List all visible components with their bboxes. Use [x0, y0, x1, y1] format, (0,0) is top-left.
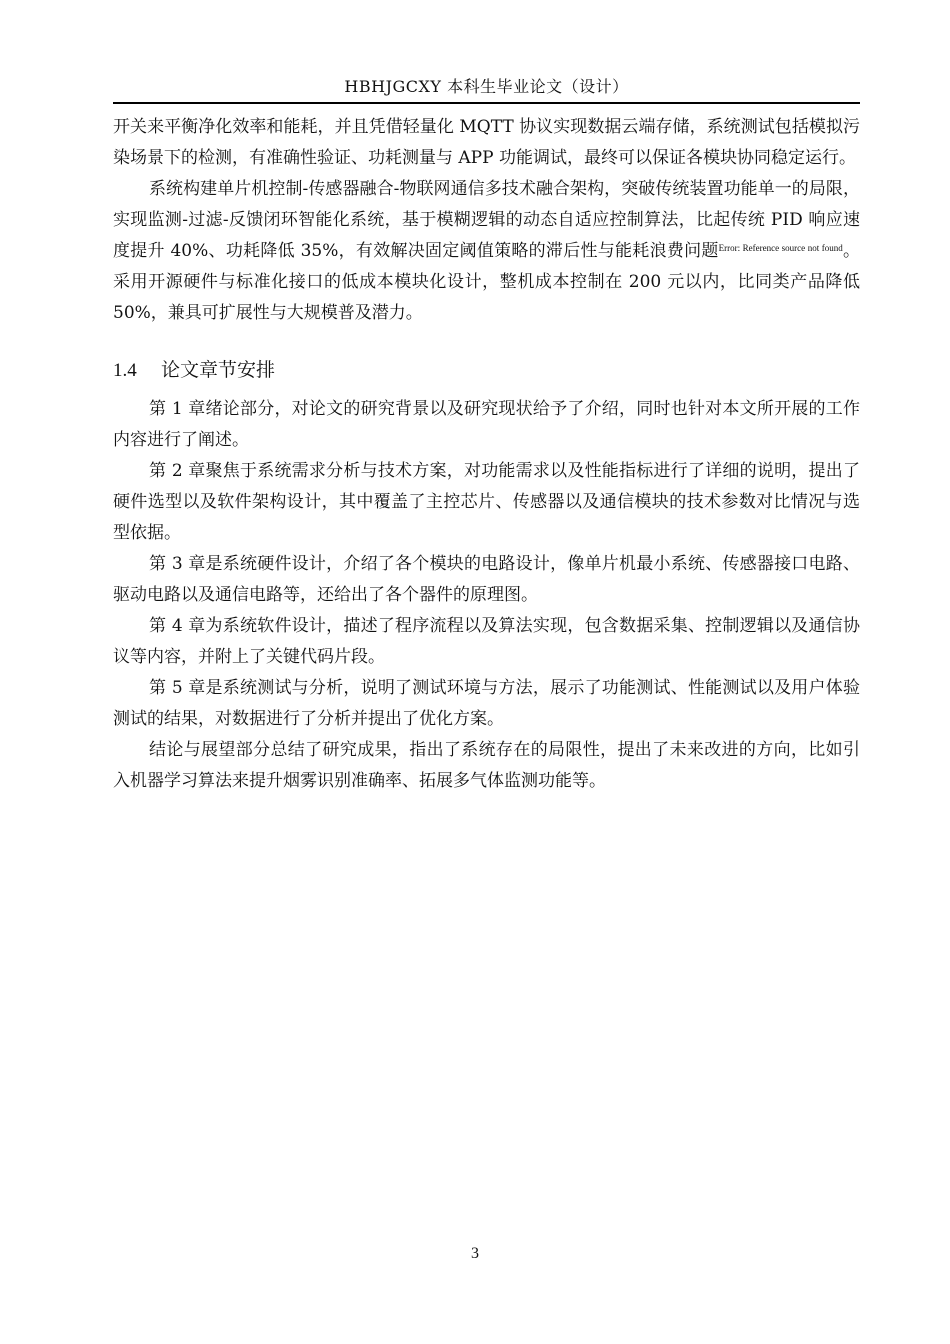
- paragraph-text-after-ref: 。采用开源硬件与标准化接口的低成本模块化设计，整机成本控制在 200 元以内，比同类产品降低 50%，兼具可扩展性与大规模普及潜力。: [113, 241, 860, 323]
- chapter-paragraph-1: 第 1 章绪论部分，对论文的研究背景以及研究现状给予了介绍，同时也针对本文所开展的工作内容进行了阐述。: [113, 399, 860, 450]
- section-heading: [113, 355, 860, 386]
- header-title: HBHJGCXY 本科生毕业论文（设计）: [344, 77, 629, 96]
- chapter-paragraph-5: 第 5 章是系统测试与分析，说明了测试环境与方法，展示了功能测试、性能测试以及用户体验测试的结果，对数据进行了分析并提出了优化方案。: [113, 678, 860, 729]
- paragraph-text-before-ref: 系统构建单片机控制-传感器融合-物联网通信多技术融合架构，突破传统装置功能单一的局限，实现监测-过滤-反馈闭环智能化系统，基于模糊逻辑的动态自适应控制算法，比起传统 PID 响应速度提升 40%、功耗降低 35%，有效解决固定阈值策略的滞后性与能耗浪费问题: [113, 179, 860, 261]
- conclusion-paragraph: 结论与展望部分总结了研究成果，指出了系统存在的局限性，提出了未来改进的方向，比如引入机器学习算法来提升烟雾识别准确率、拓展多气体监测功能等。: [113, 740, 860, 791]
- paragraph-continuation: 开关来平衡净化效率和能耗，并且凭借轻量化 MQTT 协议实现数据云端存储，系统测试包括模拟污染场景下的检测，有准确性验证、功耗测量与 APP 功能调试，最终可以保证各模块协同稳定运行。: [113, 117, 860, 168]
- document-body: [113, 112, 860, 797]
- chapter-paragraph-4: 第 4 章为系统软件设计，描述了程序流程以及算法实现，包含数据采集、控制逻辑以及通信协议等内容，并附上了关键代码片段。: [113, 616, 860, 667]
- chapter-paragraph-2: 第 2 章聚焦于系统需求分析与技术方案，对功能需求以及性能指标进行了详细的说明，提出了硬件选型以及软件架构设计，其中覆盖了主控芯片、传感器以及通信模块的技术参数对比情况与选型依据。: [113, 461, 860, 543]
- page-header: [113, 72, 860, 104]
- paragraph-system-summary: [113, 174, 860, 329]
- section-number: 1.4: [113, 360, 137, 381]
- section-title: 论文章节安排: [161, 359, 276, 381]
- reference-error-marker: Error: Reference source not found: [718, 243, 843, 253]
- page-number: 3: [471, 1245, 479, 1262]
- chapter-paragraph-3: 第 3 章是系统硬件设计，介绍了各个模块的电路设计，像单片机最小系统、传感器接口电路、驱动电路以及通信电路等，还给出了各个器件的原理图。: [113, 554, 860, 605]
